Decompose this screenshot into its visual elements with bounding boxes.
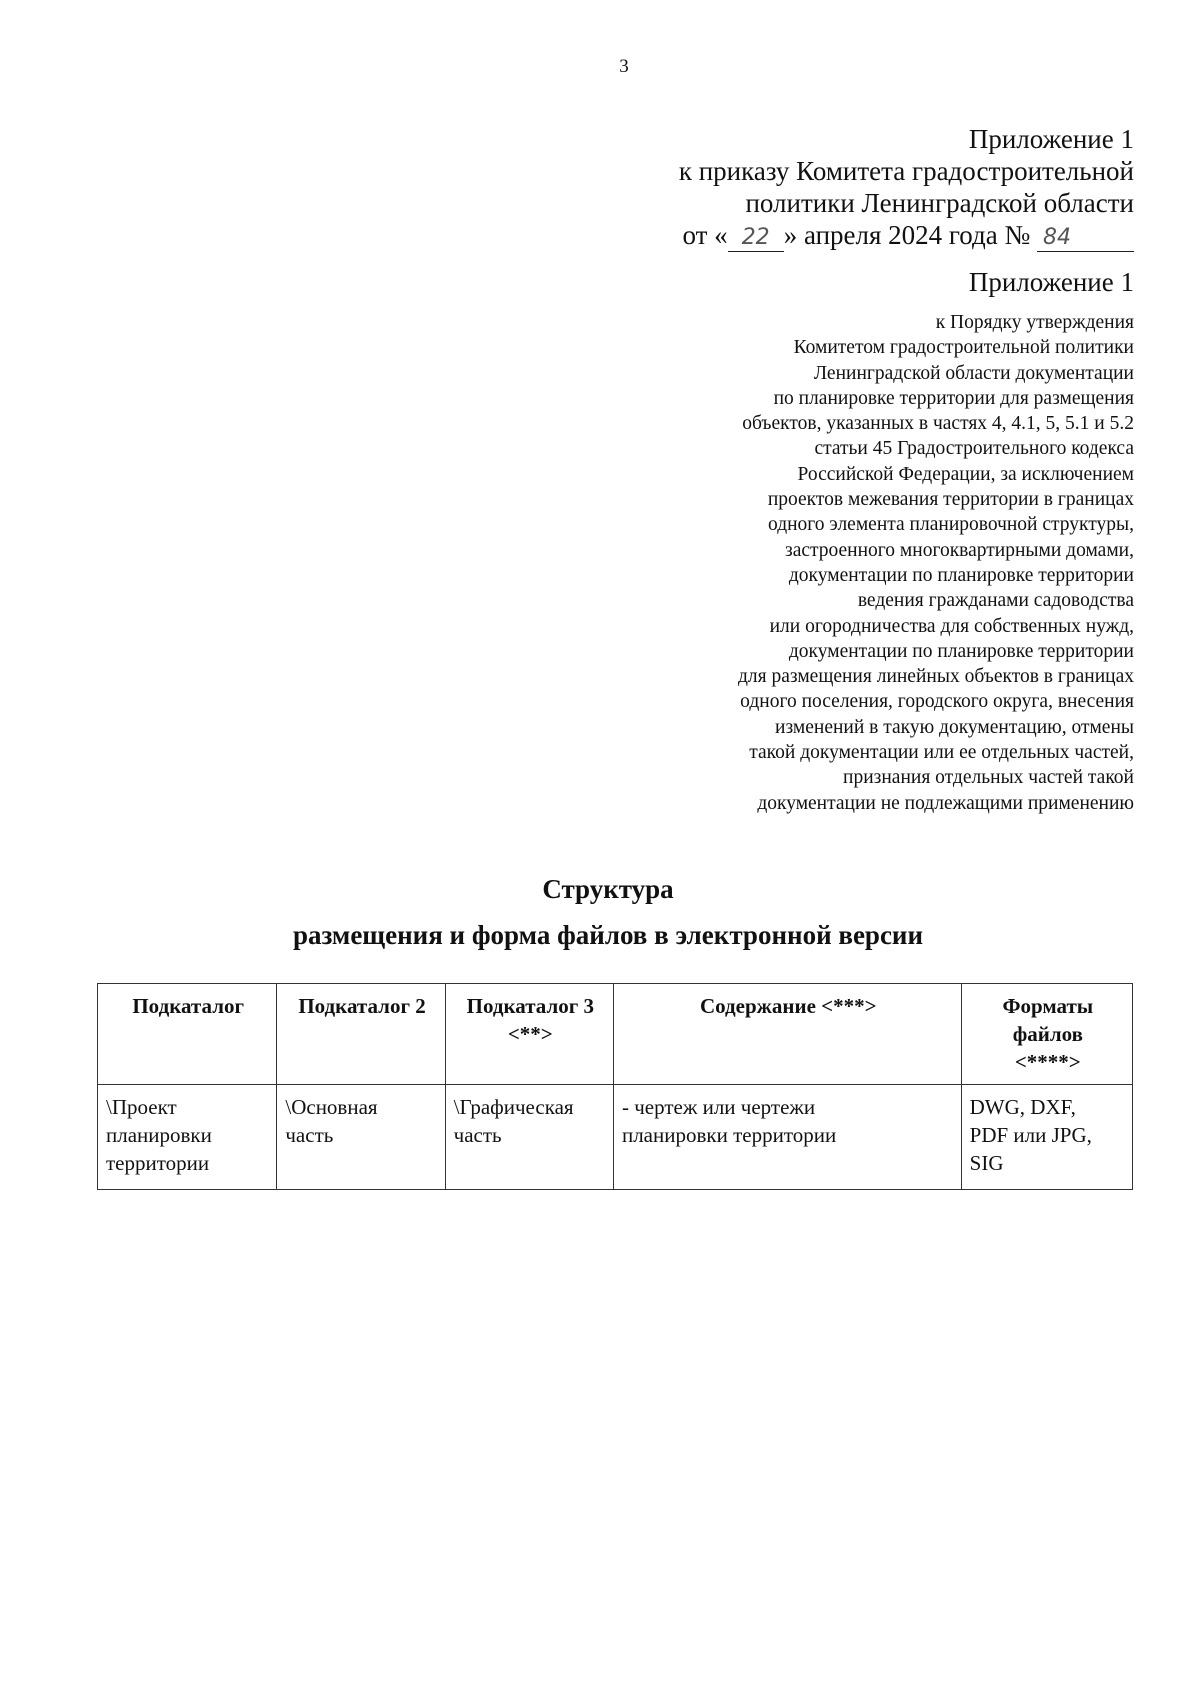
sub-appendix-label: Приложение 1 [968,267,1134,297]
sub-appendix-line: признания отдельных частей такой [843,767,1134,789]
sub-appendix-line: застроенного многоквартирными домами, [785,539,1134,561]
sub-appendix-line: для размещения линейных объектов в границах [738,666,1134,688]
date-middle: » апреля 2024 года № [783,220,1031,250]
order-reference-line-2: политики Ленинградской области [745,188,1134,218]
order-number-handwritten: 84 [1037,225,1134,252]
sub-appendix-line: Комитетом градостроительной политики [793,337,1134,359]
sub-appendix-text [738,310,1134,816]
cell-content: - чертеж или чертежи планировки территории [613,1085,961,1190]
sub-appendix-line: одного поселения, городского округа, внесения [740,691,1134,713]
sub-appendix-line: документации по планировке территории [788,564,1134,586]
sub-appendix-line: статьи 45 Градостроительного кодекса [814,438,1134,460]
document-subtitle: размещения и форма файлов в электронной версии [292,920,924,950]
header-subcatalog-3: Подкаталог 3 <**> [445,984,613,1085]
date-prefix: от « [682,220,728,250]
sub-appendix-line: или огородничества для собственных нужд, [769,615,1134,637]
cell-file-formats: DWG, DXF, PDF или JPG, SIG [961,1085,1132,1190]
sub-appendix-line: Ленинградской области документации [813,362,1134,384]
appendix-label: Приложение 1 [968,124,1134,154]
sub-appendix-line: проектов межевания территории в границах [767,489,1134,511]
sub-appendix-line: объектов, указанных в частях 4, 4.1, 5, 5.1 и 5.2 [742,413,1134,435]
sub-appendix-line: к Порядку утверждения [935,312,1134,333]
header-subcatalog-2: Подкаталог 2 [277,984,445,1085]
cell-subcatalog-3: \Графическая часть [445,1085,613,1190]
date-day-handwritten: 22 [728,225,784,252]
cell-subcatalog: \Проект планировки территории [98,1085,277,1190]
header-subcatalog: Подкаталог [98,984,277,1085]
sub-appendix-line: Российской Федерации, за исключением [797,463,1134,485]
appendix-header [679,123,1134,252]
document-title: Структура [542,874,674,904]
file-structure-table [97,983,1133,1190]
table-row [98,1085,1133,1190]
sub-appendix-line: по планировке территории для размещения [773,387,1134,409]
header-file-formats: Форматы файлов <****> [961,984,1132,1085]
page-number: 3 [619,56,629,77]
sub-appendix-line: документации по планировке территории [788,640,1134,662]
order-date-line [679,219,1134,252]
order-reference-line-1: к приказу Комитета градостроительной [678,156,1134,186]
sub-appendix-line: изменений в такую документацию, отмены [775,716,1134,738]
header-content: Содержание <***> [613,984,961,1085]
sub-appendix-line: ведения гражданами садоводства [857,590,1134,612]
cell-subcatalog-2: \Основная часть [277,1085,445,1190]
sub-appendix-line: одного элемента планировочной структуры, [768,514,1134,536]
sub-appendix-line: документации не подлежащими применению [757,792,1134,814]
table-header-row [98,984,1133,1085]
sub-appendix-line: такой документации или ее отдельных частей, [749,742,1134,764]
